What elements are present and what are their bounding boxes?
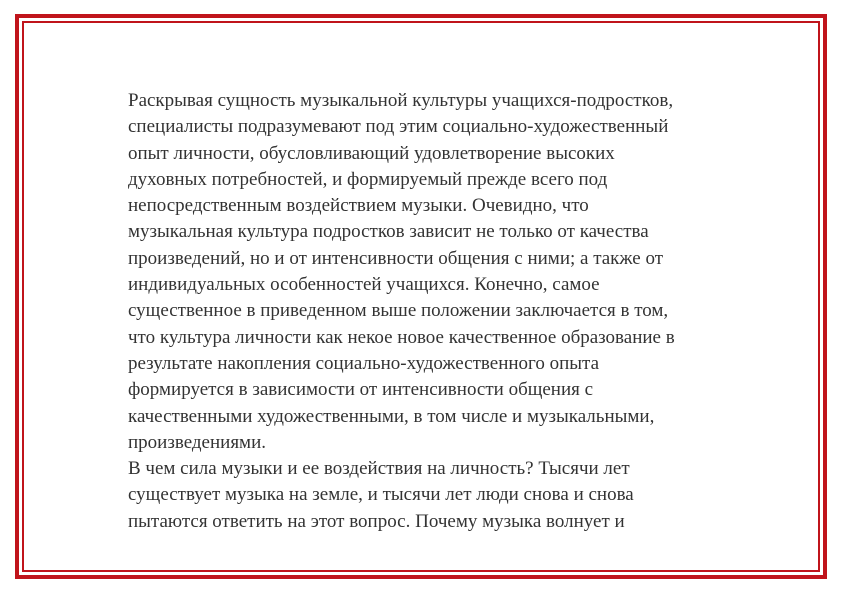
text-line: существенное в приведенном выше положении заключается в том, (128, 300, 669, 322)
text-line: произведениями. (128, 431, 267, 453)
text-line: Раскрывая сущность музыкальной культуры учащихся-подростков, (128, 90, 674, 111)
text-line: индивидуальных особенностей учащихся. Конечно, самое (128, 274, 600, 296)
text-line: пытаются ответить на этот вопрос. Почему музыка волнует и (128, 510, 625, 532)
text-line: что культура личности как некое новое качественное образование в (128, 326, 675, 348)
text-line: существует музыка на земле, и тысячи лет люди снова и снова (128, 484, 634, 506)
text-line: произведений, но и от интенсивности общения с ними; а также от (128, 247, 664, 269)
text-line: духовных потребностей, и формируемый прежде всего под (128, 168, 608, 190)
text-line: В чем сила музыки и ее воздействия на личность? Тысячи лет (128, 458, 630, 480)
text-line: опыт личности, обусловливающий удовлетворение высоких (128, 142, 615, 164)
text-line: специалисты подразумевают под этим социально-художественный (128, 116, 669, 138)
text-line: формируется в зависимости от интенсивности общения с (128, 379, 594, 401)
body-text (128, 88, 768, 535)
text-line: музыкальная культура подростков зависит не только от качества (128, 221, 649, 243)
text-line: качественными художественными, в том числе и музыкальными, (128, 405, 655, 427)
text-line: результате накопления социально-художественного опыта (128, 352, 600, 374)
text-line: непосредственным воздействием музыки. Очевидно, что (128, 195, 589, 217)
